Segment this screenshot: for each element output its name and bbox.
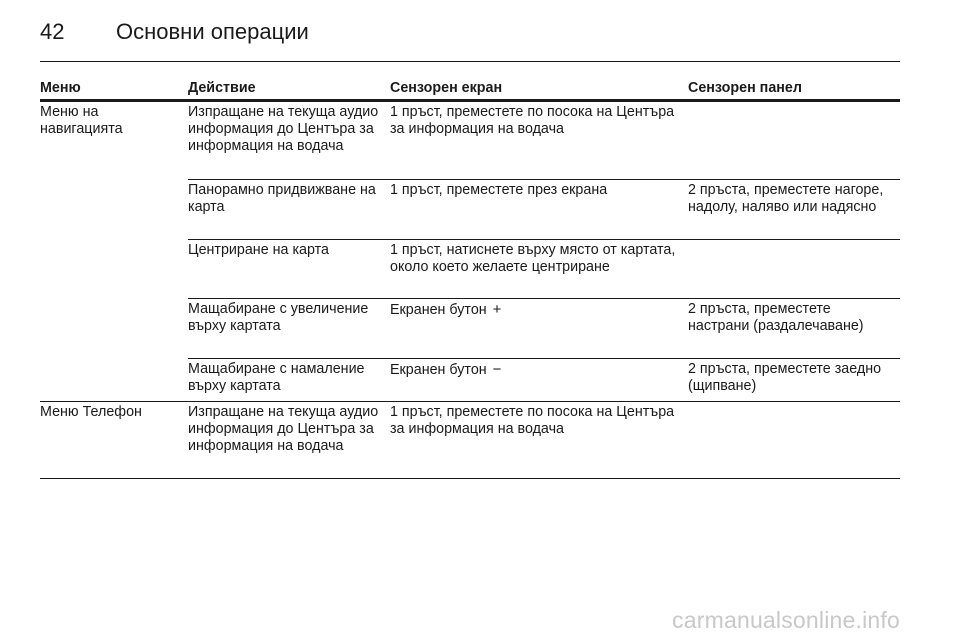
cell-touchpad [688,402,900,479]
cell-touchscreen: 1 пръст, преместете по посока на Центъра за информация на водача [390,104,675,137]
cell-touchpad [688,101,900,180]
zoom-in-icon: + [492,301,502,318]
cell-touchscreen [390,359,688,402]
watermark: carmanualsonline.info [672,607,900,633]
cell-touchpad: 2 пръста, преместете нагоре, надолу, наляво или надясно [688,180,900,240]
cell-action: Мащабиране с намаление върху картата [188,359,390,402]
page-header [40,18,900,62]
cell-touchpad: 2 пръста, преместете заедно (щипване) [688,359,900,402]
page-number: 42 [40,19,65,44]
table-row [40,359,900,402]
table-row [40,299,900,359]
column-header-action: Действие [188,78,390,101]
cell-action: Панорамно придвижване на карта [188,180,390,240]
column-header-touchpad: Сензорен панел [688,78,900,101]
cell-action: Мащабиране с увеличение върху картата [188,299,390,359]
cell-menu: Меню на навигацията [40,104,123,137]
touchscreen-text: Екранен бутон [390,362,487,378]
chapter-title: Основни операции [116,19,309,44]
cell-touchpad: 2 пръста, преместете настрани (раздалечаване) [688,299,900,359]
cell-menu [40,240,188,299]
cell-action: Изпращане на текуща аудио информация до Центъра за информация на водача [188,104,379,154]
cell-touchpad [688,240,900,299]
cell-touchscreen: 1 пръст, преместете по посока на Центъра за информация на водача [390,402,688,479]
cell-touchscreen: 1 пръст, натиснете върху място от картата, около което желаете центриране [390,240,688,299]
cell-action: Изпращане на текуща аудио информация до Центъра за информация на водача [188,402,390,479]
cell-menu: Меню Телефон [40,402,188,479]
touchscreen-text: Екранен бутон [390,302,487,318]
cell-touchscreen [390,299,688,359]
column-header-touchscreen: Сензорен екран [390,78,688,101]
cell-action: Центриране на карта [188,240,390,299]
table-row [40,240,900,299]
column-header-menu: Меню [40,78,188,101]
cell-menu [40,359,188,402]
table-row [40,180,900,240]
cell-menu [40,180,188,240]
table-row [40,101,900,180]
cell-menu [40,299,188,359]
operations-table [40,78,900,479]
cell-touchscreen: 1 пръст, преместете през екрана [390,180,688,240]
zoom-out-icon: − [492,361,502,378]
table-header-row [40,78,900,101]
table-row [40,402,900,479]
